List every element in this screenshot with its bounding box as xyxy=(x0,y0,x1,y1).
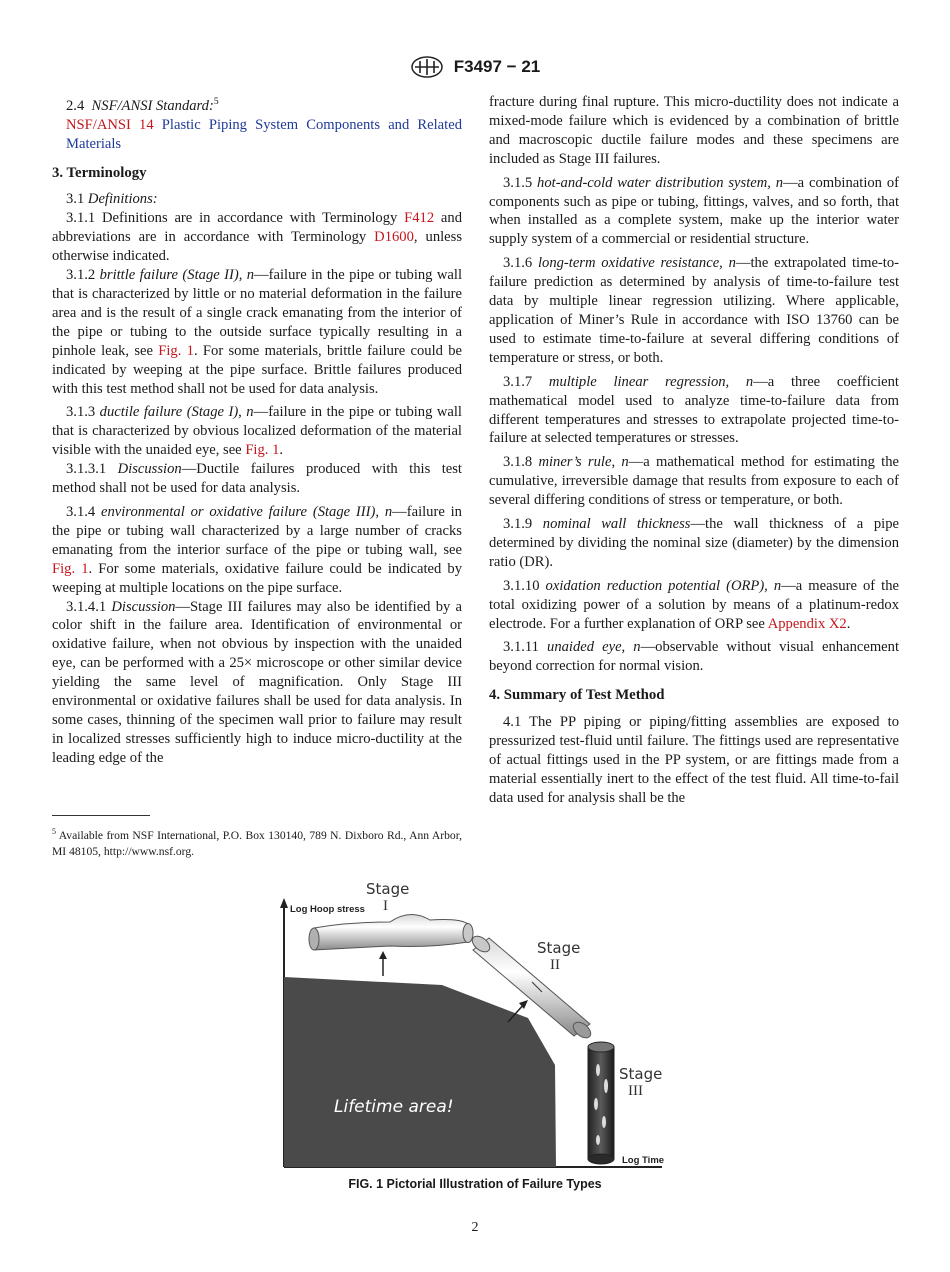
stage-3-numeral: III xyxy=(628,1083,643,1099)
para-3-1-10: 3.1.10 oxidation reduction potential (ORP), n—a measure of the total oxidizing power of a solution by means of a platinum-redox electrode. For a further explanation of ORP see Appendix X2. xyxy=(489,577,900,632)
stage-1-numeral: I xyxy=(383,898,388,914)
stage-2-label: Stage xyxy=(537,939,581,957)
para-3-1-3: 3.1.3 ductile failure (Stage I), n—failure in the pipe or tubing wall that is characterized by obvious localized deformation of the material visible with the unaided eye, see Fig. 1. xyxy=(52,404,462,459)
para-3-1-11: 3.1.11 unaided eye, n—observable without visual enhancement beyond correction for normal vision. xyxy=(489,639,899,675)
fig1-link[interactable]: Fig. 1 xyxy=(158,342,194,359)
para-3-1-2: 3.1.2 brittle failure (Stage II), n—failure in the pipe or tubing wall that is characterized by little or no material deformation in the failure area and is the result of a single crack emanating from the interior of the pipe or tubing to the outside surface typically resulting in a pinhole leak, see Fig. 1. For some materials, brittle failure could be indicated by weeping at the pipe surface. Brittle failures produced with this test method shall not be used for data analysis. xyxy=(52,267,463,397)
para-3-1-6: 3.1.6 long-term oxidative resistance, n—the extrapolated time-to-failure prediction as determined by analysis of time-to-failure test data by multiple linear regression utilizing. Where applicable, application of Miner’s Rule in accordance with ISO 13760 can be used to estimate time-to-failure at several differing conditions of temperature or stress, or both. xyxy=(489,255,899,366)
footnote-5: $^5$ Available from NSF International, P.O. Box 130140, 789 N. Dixboro Rd., Ann Arbor, MI 48105, http://www.nsf.org. xyxy=(52,827,462,858)
stage-1-arrow-head-icon xyxy=(379,951,387,959)
nsf-title-link[interactable]: Plastic Piping System Components and Related Materials xyxy=(66,116,462,152)
page-number: 2 xyxy=(471,1220,479,1235)
failure-types-figure xyxy=(270,872,690,1172)
para-4-1: 4.1 The PP piping or piping/fitting assemblies are exposed to pressurized test-fluid until failure. The fittings used are representative of actual fittings used in the PP system, or are fittings made from a material essentially inert to the effect of the test fluid. All time-to-fail data used for analysis shall be the xyxy=(489,714,899,806)
stage-1-pipe xyxy=(309,914,473,950)
right-column xyxy=(489,93,899,813)
x-axis-label: Log Time xyxy=(622,1155,665,1166)
para-3-1-7: 3.1.7 multiple linear regression, n—a three coefficient mathematical model used to analyze time-to-failure data from different temperatures and stresses to extrapolate projected time-to-failure at selected temperatures or stresses. xyxy=(489,373,899,447)
y-axis-arrow-icon xyxy=(280,898,288,908)
para-3-1-4: 3.1.4 environmental or oxidative failure (Stage III), n—failure in the pipe or tubing wall characterized by a large number of cracks emanating from the interior surface of the pipe or tubing wall, see Fig. 1. For some materials, oxidative failure could be indicated by weeping at multiple locations on the pipe surface. xyxy=(52,503,462,596)
standard-designation: F3497 − 21 xyxy=(453,57,541,76)
d1600-link[interactable]: D1600 xyxy=(374,229,414,246)
lifetime-area xyxy=(284,977,556,1167)
section-4-heading: 4. Summary of Test Method xyxy=(489,687,665,704)
stage-3-pipe xyxy=(588,1042,614,1164)
stage-3-label: Stage xyxy=(619,1065,663,1083)
f412-link[interactable]: F412 xyxy=(404,210,435,227)
fig1-link[interactable]: Fig. 1 xyxy=(245,442,280,459)
lifetime-area-label: Lifetime area! xyxy=(334,1097,454,1117)
para-3-1-5: 3.1.5 hot-and-cold water distribution system, n—a combination of components such as pipe or tubing, fittings, valves, and so forth, that when installed as a complete system, make up the interior water supply system of a commercial or residential structure. xyxy=(489,174,899,248)
para-3-1-8: 3.1.8 miner’s rule, n—a mathematical method for estimating the cumulative, irreversible damage that results from exposure to each of several differing conditions of stress or temperature, or both. xyxy=(489,454,899,509)
left-column xyxy=(52,93,462,773)
nsf-link[interactable]: NSF/ANSI 14 xyxy=(66,116,154,133)
para-continued: fracture during final rupture. This micro-ductility does not indicate a mixed-mode failure which is evidenced by a combination of brittle and macroscopic ductile failure modes and these specimens are included as Stage III failures. xyxy=(489,94,899,167)
y-axis-label: Log Hoop stress xyxy=(290,904,365,915)
para-3-1-9: 3.1.9 nominal wall thickness—the wall thickness of a pipe determined by dividing the nominal size (diameter) by the dimension ratio (DR). xyxy=(489,516,899,570)
para-3-1-4-1: 3.1.4.1 Discussion—Stage III failures may also be identified by a color shift in the failure area. Identification of environmental or oxidative failure, when not obvious by inspection with the unaided eye, can be performed with a 25× microscope or other similar device yielding the same level of magnification. Only Stage III environmental or oxidative failures shall be used for data analysis. In some cases, thinning of the specimen wall prior to failure may result in localized stresses sufficiently high to induce micro-ductility at the leading edge of the xyxy=(52,598,462,766)
para-3-1-1: 3.1.1 Definitions are in accordance with Terminology F412 and abbreviations are in accordance with Terminology D1600, unless otherwise indicated. xyxy=(52,210,463,265)
para-3-1-3-1: 3.1.3.1 Discussion—Ductile failures produced with this test method shall not be used for data analysis. xyxy=(52,461,462,497)
stage-2-numeral: II xyxy=(550,957,560,973)
appendix-x2-link[interactable]: Appendix X2 xyxy=(767,615,847,632)
para-2-4: 2.4 NSF/ANSI Standard:$^5$ xyxy=(66,97,219,114)
page-header xyxy=(0,56,950,78)
para-3-1: 3.1 Definitions: xyxy=(66,191,158,208)
stage-1-label: Stage xyxy=(366,880,410,898)
figure-caption: FIG. 1 Pictorial Illustration of Failure Types xyxy=(348,1177,602,1191)
section-3-heading: 3. Terminology xyxy=(52,164,147,181)
footnote-divider xyxy=(52,815,150,816)
fig1-link[interactable]: Fig. 1 xyxy=(52,560,89,577)
nsf-reference xyxy=(52,116,462,154)
astm-logo-icon xyxy=(410,56,444,78)
